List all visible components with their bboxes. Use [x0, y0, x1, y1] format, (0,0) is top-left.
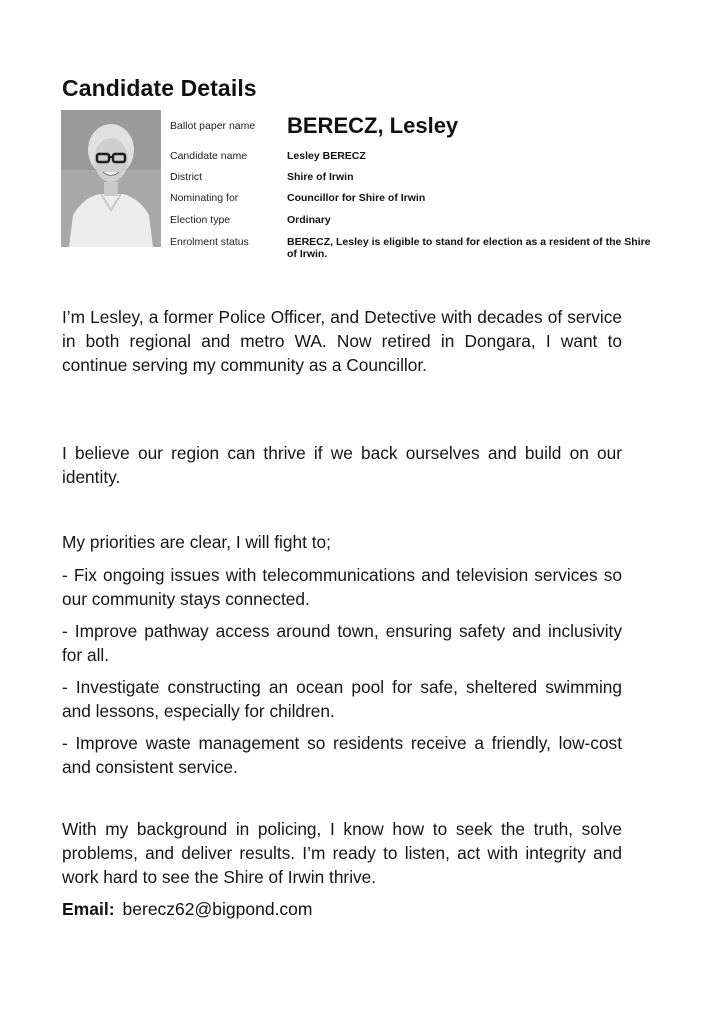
email-label: Email: — [62, 899, 115, 919]
statement-intro — [62, 305, 622, 377]
priorities-heading — [62, 530, 622, 554]
candidate-photo — [61, 110, 161, 247]
nominating-for-value: Councillor for Shire of Irwin — [287, 192, 426, 204]
nominating-for-label: Nominating for — [170, 192, 239, 204]
priority-item — [62, 563, 622, 611]
district-label: District — [170, 171, 203, 183]
candidate-name-label: Candidate name — [170, 150, 248, 162]
email-address-link[interactable]: berecz62@bigpond.com — [122, 899, 313, 919]
ballot-paper-name-label: Ballot paper name — [170, 120, 256, 132]
candidate-name-value: Lesley BERECZ — [287, 150, 366, 162]
enrolment-status-value: BERECZ, Lesley is eligible to stand for election as a resident of the Shire of Irwin. — [287, 236, 651, 260]
priority-item — [62, 619, 622, 667]
priority-item-2: - Improve pathway access around town, ensuring safety and inclusivity for all. — [62, 621, 622, 665]
priority-item-4: - Improve waste management so residents receive a friendly, low-cost and consistent service. — [62, 733, 622, 777]
intro-paragraph: I’m Lesley, a former Police Officer, and Detective with decades of service in both regional and metro WA. Now retired in Dongara, I want to continue serving my community as a Councillor. — [62, 307, 622, 375]
priority-item-3: - Investigate constructing an ocean pool for safe, sheltered swimming and lessons, especially for children. — [62, 677, 622, 721]
ballot-paper-name-value: BERECZ, Lesley — [287, 113, 459, 138]
statement-closing — [62, 817, 622, 889]
email-contact — [62, 897, 313, 921]
closing-paragraph: With my background in policing, I know how to seek the truth, solve problems, and deliver results. I’m ready to listen, act with integrity and work hard to see the Shire of Irwin thrive. — [62, 819, 622, 887]
priorities-heading-text: My priorities are clear, I will fight to; — [62, 532, 331, 552]
district-value: Shire of Irwin — [287, 171, 354, 183]
statement-belief — [62, 441, 622, 489]
election-type-value: Ordinary — [287, 214, 331, 226]
priority-item — [62, 675, 622, 723]
belief-paragraph: I believe our region can thrive if we back ourselves and build on our identity. — [62, 443, 622, 487]
election-type-label: Election type — [170, 214, 231, 226]
priority-item-1: - Fix ongoing issues with telecommunications and television services so our community stays connected. — [62, 565, 622, 609]
page-title: Candidate Details — [62, 75, 257, 101]
priority-item — [62, 731, 622, 779]
candidate-portrait-image — [61, 110, 161, 247]
enrolment-status-label: Enrolment status — [170, 236, 249, 248]
